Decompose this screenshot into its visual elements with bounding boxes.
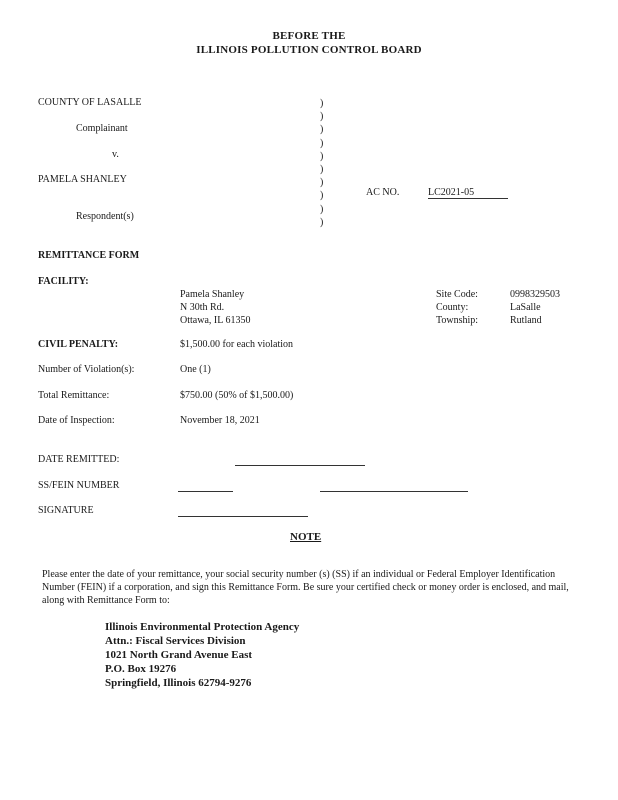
ssn-field-part-1[interactable] (178, 491, 233, 492)
versus-label: v. (112, 149, 119, 160)
note-heading: NOTE (290, 531, 322, 543)
ssn-field-part-2[interactable] (320, 491, 468, 492)
total-remittance-value: $750.00 (50% of $1,500.00) (180, 390, 294, 401)
inspection-date-label: Date of Inspection: (38, 415, 115, 426)
address-line-4: P.O. Box 19276 (105, 663, 177, 675)
ac-number-value: LC2021-05 (428, 187, 508, 199)
county-value: LaSalle (510, 302, 541, 313)
address-line-3: 1021 North Grand Avenue East (105, 649, 253, 661)
address-line-1: Illinois Environmental Protection Agency (105, 621, 300, 633)
signature-field[interactable] (178, 516, 308, 517)
ac-number-label: AC NO. (366, 187, 400, 198)
violations-label: Number of Violation(s): (38, 364, 135, 375)
date-remitted-field[interactable] (235, 465, 365, 466)
respondent-name: PAMELA SHANLEY (38, 174, 127, 185)
county-label: County: (436, 302, 469, 313)
signature-label: SIGNATURE (38, 505, 94, 516)
address-line-5: Springfield, Illinois 62794-9276 (105, 677, 252, 689)
respondent-role: Respondent(s) (76, 211, 134, 222)
facility-label: FACILITY: (38, 276, 89, 287)
caption-parens: ) ) ) ) ) ) ) ) ) ) (320, 98, 324, 228)
facility-street: N 30th Rd. (180, 302, 225, 313)
site-code-label: Site Code: (436, 289, 478, 300)
address-line-2: Attn.: Fiscal Services Division (105, 635, 246, 647)
header-line-1: BEFORE THE (272, 30, 346, 42)
form-title: REMITTANCE FORM (38, 250, 140, 261)
facility-city: Ottawa, IL 61350 (180, 315, 251, 326)
complainant-name: COUNTY OF LASALLE (38, 97, 142, 108)
note-body: Please enter the date of your remittance, your social security number (s) (SS) if an individual or Federal Employer Identification Number (FEIN) if a corporation, and sign this Remittance Form. Be sure your certified check or money order is enclosed, and mail, along with Remittance Form to: (42, 569, 569, 606)
complainant-role: Complainant (76, 123, 128, 134)
ssn-label: SS/FEIN NUMBER (38, 480, 120, 491)
header-line-2: ILLINOIS POLLUTION CONTROL BOARD (196, 44, 422, 56)
inspection-date-value: November 18, 2021 (180, 415, 260, 426)
civil-penalty-value: $1,500.00 for each violation (180, 339, 294, 350)
civil-penalty-label: CIVIL PENALTY: (38, 339, 119, 350)
site-code-value: 0998329503 (510, 289, 560, 300)
date-remitted-label: DATE REMITTED: (38, 454, 120, 465)
total-remittance-label: Total Remittance: (38, 390, 110, 401)
facility-name: Pamela Shanley (180, 289, 245, 300)
township-value: Rutland (510, 315, 542, 326)
township-label: Township: (436, 315, 479, 326)
violations-value: One (1) (180, 364, 211, 375)
